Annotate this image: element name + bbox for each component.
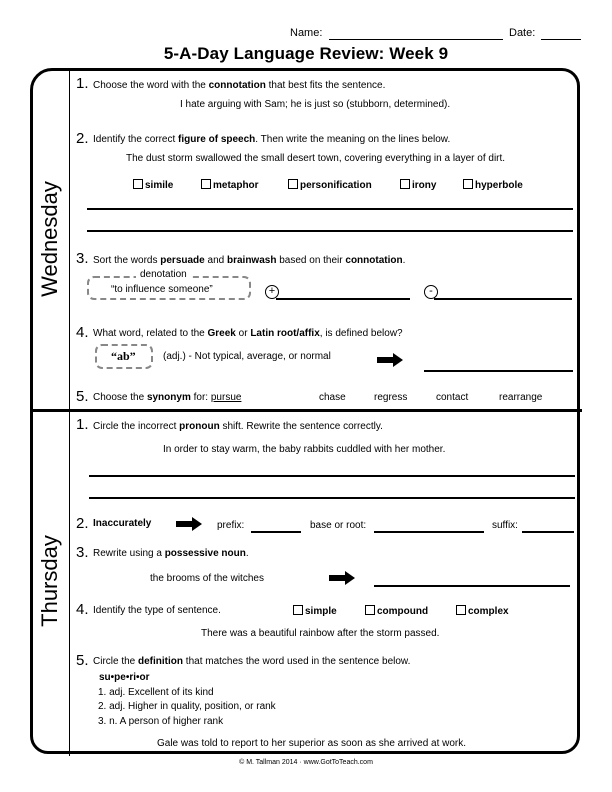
thu-q5-number: 5. [76, 652, 89, 669]
denotation-label: denotation [136, 269, 191, 280]
synonym-option-regress[interactable]: regress [374, 392, 408, 403]
thu-q1-sentence[interactable]: In order to stay warm, the baby rabbits cuddled with her mother. [163, 444, 446, 455]
wed-q2-answer-line-1[interactable] [87, 208, 573, 210]
synonym-option-chase[interactable]: chase [319, 392, 346, 403]
wed-q2-number: 2. [76, 130, 89, 147]
thu-q1-number: 1. [76, 416, 89, 433]
thu-q4-sentence: There was a beautiful rainbow after the storm passed. [201, 628, 440, 639]
wed-q4-prompt: What word, related to the Greek or Latin root/affix, is defined below? [93, 328, 403, 339]
wed-q5-prompt: Choose the synonym for: pursue [93, 392, 242, 403]
checkbox-icon[interactable] [293, 605, 303, 615]
option-personification[interactable]: personification [288, 179, 372, 191]
denotation-text: “to influence someone” [111, 284, 213, 295]
date-label: Date: [509, 27, 536, 39]
definition-3[interactable]: 3. n. A person of higher rank [98, 716, 224, 727]
root-label: base or root: [310, 520, 367, 531]
wed-q1-sentence[interactable]: I hate arguing with Sam; he is just so (stubborn, determined). [180, 99, 451, 110]
copyright-footer: © M. Tallman 2014 · www.GotToTeach.com [239, 759, 373, 766]
arrow-right-icon [377, 353, 403, 367]
suffix-answer-line[interactable] [522, 531, 574, 533]
thu-q3-answer-line[interactable] [374, 585, 570, 587]
page-title: 5-A-Day Language Review: Week 9 [163, 44, 449, 63]
checkbox-icon[interactable] [456, 605, 466, 615]
thu-q3-phrase: the brooms of the witches [150, 573, 264, 584]
option-irony[interactable]: irony [400, 179, 436, 191]
option-hyperbole[interactable]: hyperbole [463, 179, 523, 191]
checkbox-icon[interactable] [400, 179, 410, 189]
thu-q2-number: 2. [76, 515, 89, 532]
option-complex[interactable]: complex [456, 605, 509, 617]
dictionary-word: su•pe•ri•or [99, 672, 150, 683]
definition-1[interactable]: 1. adj. Excellent of its kind [98, 687, 214, 698]
arrow-right-icon [329, 571, 355, 585]
thu-q3-number: 3. [76, 544, 89, 561]
thu-q1-answer-line-2[interactable] [89, 497, 575, 499]
wed-q1-number: 1. [76, 75, 89, 92]
positive-answer-line[interactable] [276, 298, 410, 300]
suffix-label: suffix: [492, 520, 518, 531]
wed-q2-prompt: Identify the correct figure of speech. Then write the meaning on the lines below. [93, 134, 451, 145]
name-label: Name: [290, 27, 323, 39]
thu-q2-word: Inaccurately [93, 518, 152, 529]
option-compound[interactable]: compound [365, 605, 428, 617]
wed-q3-prompt: Sort the words persuade and brainwash based on their connotation. [93, 255, 406, 266]
checkbox-icon[interactable] [288, 179, 298, 189]
synonym-option-contact[interactable]: contact [436, 392, 469, 403]
negative-answer-line[interactable] [434, 298, 572, 300]
thu-q4-number: 4. [76, 601, 89, 618]
option-metaphor[interactable]: metaphor [201, 179, 259, 191]
name-field[interactable] [329, 39, 503, 40]
day-label-thursday: Thursday [37, 535, 62, 627]
prefix-answer-line[interactable] [251, 531, 301, 533]
checkbox-icon[interactable] [463, 179, 473, 189]
thu-q4-prompt: Identify the type of sentence. [93, 605, 221, 616]
wed-q4-number: 4. [76, 324, 89, 341]
date-field[interactable] [541, 39, 581, 40]
thu-q1-answer-line-1[interactable] [89, 475, 575, 477]
thu-q1-prompt: Circle the incorrect pronoun shift. Rewrite the sentence correctly. [93, 421, 383, 432]
checkbox-icon[interactable] [365, 605, 375, 615]
prefix-label: prefix: [217, 520, 245, 531]
negative-circle-icon: - [424, 285, 438, 299]
positive-circle-icon: + [265, 285, 279, 299]
synonym-option-rearrange[interactable]: rearrange [499, 392, 543, 403]
wed-q4-answer-line[interactable] [424, 370, 573, 372]
day-section-divider [30, 409, 582, 412]
definition-2[interactable]: 2. adj. Higher in quality, position, or rank [98, 701, 276, 712]
checkbox-icon[interactable] [201, 179, 211, 189]
checkbox-icon[interactable] [133, 179, 143, 189]
wed-q1-prompt: Choose the word with the connotation that best fits the sentence. [93, 80, 386, 91]
root-answer-line[interactable] [374, 531, 484, 533]
arrow-right-icon [176, 517, 202, 531]
day-column-divider [69, 70, 70, 756]
wed-q5-number: 5. [76, 388, 89, 405]
option-simile[interactable]: simile [133, 179, 173, 191]
thu-q3-prompt: Rewrite using a possessive noun. [93, 548, 249, 559]
thu-q5-prompt: Circle the definition that matches the word used in the sentence below. [93, 656, 411, 667]
thu-q5-sentence: Gale was told to report to her superior as soon as she arrived at work. [157, 738, 467, 749]
wed-q2-sentence: The dust storm swallowed the small desert town, covering everything in a layer of dirt. [126, 153, 506, 164]
root-text: “ab” [111, 349, 136, 363]
root-definition: (adj.) - Not typical, average, or normal [163, 351, 331, 362]
wed-q3-number: 3. [76, 250, 89, 267]
wed-q2-answer-line-2[interactable] [87, 230, 573, 232]
option-simple[interactable]: simple [293, 605, 337, 617]
day-label-wednesday: Wednesday [37, 181, 62, 297]
